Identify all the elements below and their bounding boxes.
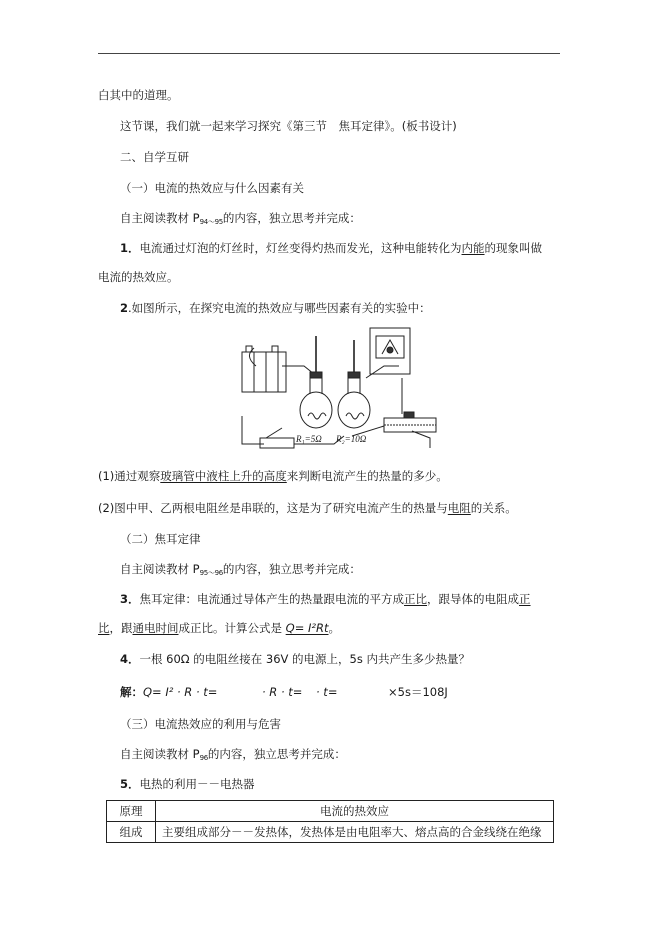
answer-blank: 正: [519, 592, 531, 606]
header-rule: [98, 53, 560, 54]
answer-blank: 比: [98, 621, 110, 635]
resistor-r1: [308, 413, 326, 419]
wire: [249, 348, 256, 366]
paragraph-continuation: 白其中的道理。: [98, 88, 179, 102]
flask-1: [300, 392, 332, 428]
solution: 解：Q= I² · R · t= · R · t= · t= ×5s＝108J: [120, 685, 448, 699]
question-4: 4．一根 60Ω 的电阻丝接在 36V 的电源上，5s 内共产生多少热量？: [120, 652, 471, 666]
section-heading-2: 二、自学互研: [120, 150, 189, 164]
question-2-part-1: (1)通过观察玻璃管中液柱上升的高度来判断电流产生的热量的多少。: [98, 469, 448, 483]
table-row: [107, 822, 554, 843]
switch: [260, 438, 294, 448]
answer-blank: 通电时间: [132, 621, 179, 635]
question-3: 3．焦耳定律：电流通过导体产生的热量跟电流的平方成正比，跟导体的电阻成正: [120, 592, 531, 606]
intro-paragraph: 这节课，我们就一起来学习探究《第三节 焦耳定律》。(板书设计): [120, 119, 457, 133]
question-3-continued: 比，跟通电时间成正比。计算公式是 Q= I²Rt。: [98, 621, 341, 635]
formula-answer: Q= I²Rt: [285, 621, 329, 635]
answer-blank: 玻璃管中液柱上升的高度: [160, 469, 287, 483]
question-1-continued: 电流的热效应。: [98, 270, 179, 284]
wire: [366, 366, 399, 378]
label-r1: R₁=5Ω: [296, 434, 322, 444]
battery: [242, 352, 286, 392]
table-cell-head: 原理: [107, 801, 156, 822]
reading-instruction-1: 自主阅读教材 $P_{94\sim 95}$的内容，独立思考并完成：: [120, 211, 361, 226]
question-2-part-2: (2)图中甲、乙两根电阻丝是串联的，这是为了研究电流产生的热量与电阻的关系。: [98, 501, 517, 515]
answer-blank: 正比: [404, 592, 428, 606]
label-r2: R₂=10Ω: [336, 434, 367, 444]
table-cell: 主要组成部分－－发热体，发热体是由电阻率大、熔点高的合金线绕在绝缘: [156, 822, 554, 843]
table-cell: 电流的热效应: [156, 801, 554, 822]
answer-blank: 电阻: [447, 501, 471, 515]
answer-blank: 内能: [461, 241, 485, 255]
wire: [242, 416, 264, 444]
table-row: [107, 801, 554, 822]
experiment-figure: [234, 326, 444, 456]
question-1: 1．电流通过灯泡的灯丝时，灯丝变得灼热而发光，这种电能转化为内能的现象叫做: [120, 241, 543, 255]
question-2: 2.如图所示，在探究电流的热效应与哪些因素有关的实验中：: [120, 301, 431, 315]
reading-instruction-3: 自主阅读教材 $P_{96}$的内容，独立思考并完成：: [120, 747, 346, 762]
reading-instruction-2: 自主阅读教材 $P_{95\sim 96}$的内容，独立思考并完成：: [120, 562, 361, 577]
table-cell-head: 组成: [107, 822, 156, 843]
flask-2: [338, 392, 370, 428]
wire: [282, 366, 314, 374]
wire: [412, 431, 430, 448]
question-5: 5．电热的利用－－电热器: [120, 777, 255, 791]
electric-heater-table: [106, 800, 554, 843]
resistor-r2: [346, 413, 364, 419]
part-heading-1: （一）电流的热效应与什么因素有关: [120, 181, 304, 195]
part-heading-2: （二）焦耳定律: [120, 532, 201, 546]
part-heading-3: （三）电流热效应的利用与危害: [120, 717, 281, 731]
